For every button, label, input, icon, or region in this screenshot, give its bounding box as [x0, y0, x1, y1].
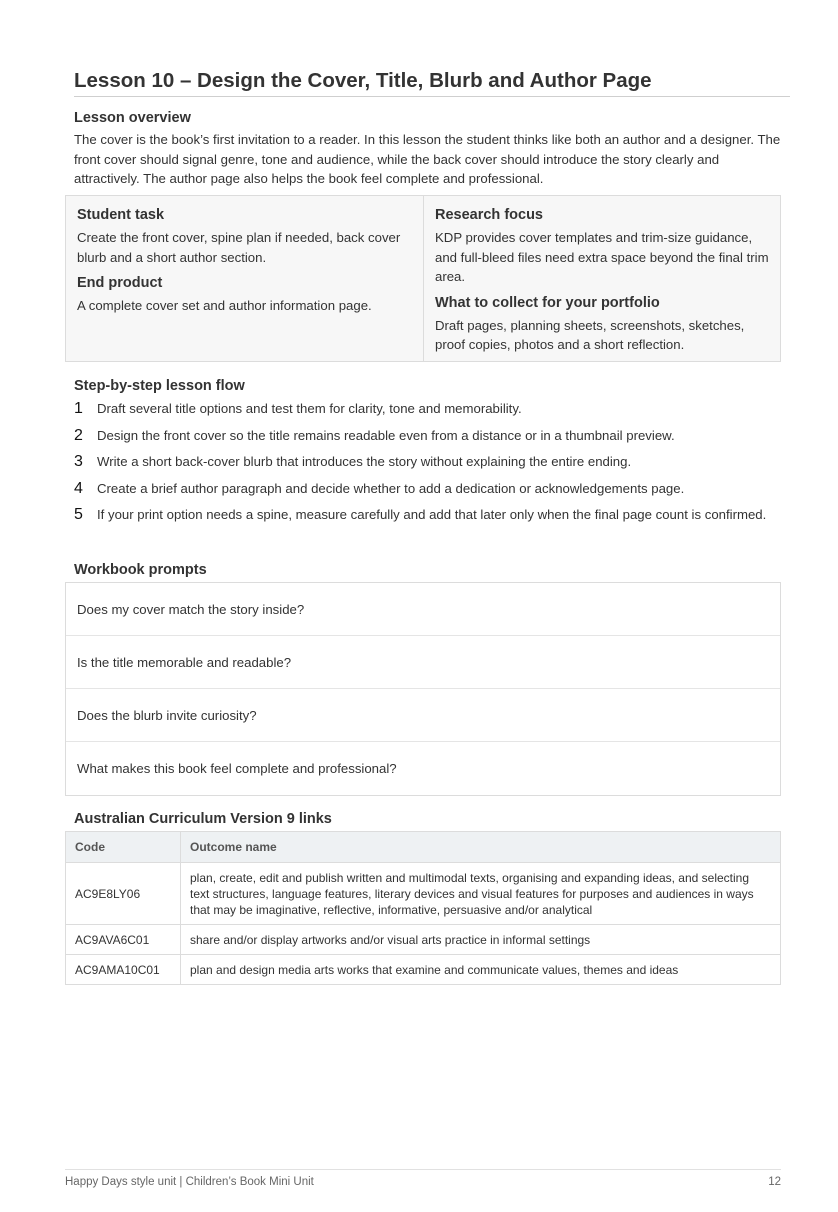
end-product-text: A complete cover set and author information page. — [77, 298, 372, 313]
curriculum-outcome: share and/or display artworks and/or visual arts practice in informal settings — [181, 925, 781, 955]
prompts-table — [65, 582, 781, 796]
step-item — [74, 426, 774, 446]
page-number: 12 — [768, 1176, 781, 1188]
student-task-heading: Student task — [77, 207, 165, 223]
research-focus-heading: Research focus — [435, 207, 543, 223]
footer-text: Happy Days style unit | Children’s Book Mini Unit — [65, 1176, 314, 1188]
step-number: 3 — [74, 453, 83, 470]
column-header-outcome: Outcome name — [181, 832, 781, 863]
curriculum-code: AC9AMA10C01 — [66, 955, 181, 985]
step-item — [74, 399, 774, 419]
curriculum-outcome: plan and design media arts works that examine and communicate values, themes and ideas — [181, 955, 781, 985]
curriculum-table — [65, 831, 781, 985]
task-right-column — [424, 196, 780, 361]
prompt-row: Is the title memorable and readable? — [66, 636, 780, 689]
portfolio-heading: What to collect for your portfolio — [435, 294, 660, 311]
step-text: Create a brief author paragraph and decide whether to add a dedication or acknowledgements page. — [97, 480, 685, 496]
lesson-title: Lesson 10 – Design the Cover, Title, Blurb and Author Page — [74, 68, 790, 97]
page-footer — [65, 1169, 781, 1188]
prompt-row: Does my cover match the story inside? — [66, 583, 780, 636]
step-number: 5 — [74, 506, 83, 523]
task-info-box — [65, 195, 781, 362]
prompt-row: What makes this book feel complete and professional? — [77, 761, 397, 776]
overview-text: The cover is the book’s first invitation to a reader. In this lesson the student thinks like both an author and a designer. The front cover should signal genre, tone and audience, while the back cover should introduce the story clearly and attractively. The author page also helps the book feel complete and professional. — [74, 132, 781, 186]
step-number: 2 — [74, 426, 83, 444]
curriculum-heading: Australian Curriculum Version 9 links — [74, 811, 332, 827]
steps-list — [74, 399, 774, 532]
student-task-text: Create the front cover, spine plan if needed, back cover blurb and a short author section. — [77, 230, 401, 265]
table-row — [66, 925, 781, 955]
step-item — [74, 505, 774, 525]
step-text: If your print option needs a spine, measure carefully and add that later only when the final page count is confirmed. — [97, 507, 767, 522]
column-header-code: Code — [66, 832, 181, 863]
step-text: Write a short back-cover blurb that introduces the story without explaining the entire ending. — [97, 454, 632, 469]
step-item — [74, 452, 774, 472]
overview-heading: Lesson overview — [74, 110, 191, 126]
step-text: Draft several title options and test them for clarity, tone and memorability. — [97, 401, 522, 416]
step-text: Design the front cover so the title remains readable even from a distance or in a thumbnail preview. — [97, 427, 675, 443]
table-row — [66, 955, 781, 985]
portfolio-text: Draft pages, planning sheets, screenshots, sketches, proof copies, photos and a short reflection. — [435, 317, 745, 352]
curriculum-code: AC9AVA6C01 — [66, 925, 181, 955]
curriculum-code: AC9E8LY06 — [66, 863, 181, 925]
task-left-column — [66, 196, 424, 361]
table-header-row — [66, 832, 781, 863]
research-focus-text: KDP provides cover templates and trim-size guidance, and full-bleed files need extra space beyond the final trim area. — [435, 230, 769, 284]
steps-heading: Step-by-step lesson flow — [74, 378, 245, 394]
end-product-heading: End product — [77, 275, 163, 291]
step-item — [74, 479, 774, 499]
step-number: 4 — [74, 479, 83, 497]
prompt-row: Does the blurb invite curiosity? — [66, 689, 780, 742]
step-number: 1 — [74, 400, 83, 417]
prompts-heading: Workbook prompts — [74, 562, 207, 578]
curriculum-outcome: plan, create, edit and publish written and multimodal texts, organising and expanding ideas, and selecting text structures, language features, literary devices and visual features for purposes and audiences in ways that may be imaginative, reflective, informative, persuasive and/or analytical — [181, 863, 781, 925]
table-row — [66, 863, 781, 925]
